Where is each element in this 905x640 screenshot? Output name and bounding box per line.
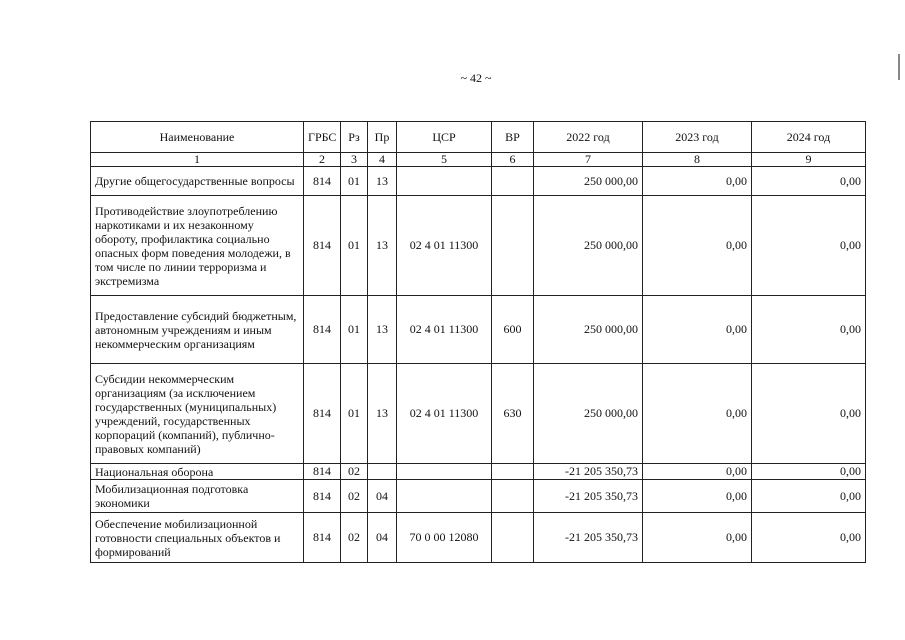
header-row bbox=[91, 122, 866, 153]
row-amount-2022: 250 000,00 bbox=[534, 167, 643, 196]
page-number: ~ 42 ~ bbox=[460, 71, 492, 85]
row-rz: 01 bbox=[341, 364, 368, 464]
row-amount-2023: 0,00 bbox=[643, 167, 752, 196]
header-cell: 2023 год bbox=[643, 122, 752, 153]
row-amount-2023: 0,00 bbox=[643, 464, 752, 480]
row-csr: 02 4 01 11300 bbox=[397, 196, 492, 296]
row-pr: 13 bbox=[368, 296, 397, 364]
column-number: 1 bbox=[91, 153, 304, 167]
column-number: 3 bbox=[341, 153, 368, 167]
row-grbs: 814 bbox=[304, 464, 341, 480]
row-pr: 04 bbox=[368, 513, 397, 563]
row-rz: 01 bbox=[341, 296, 368, 364]
row-amount-2024: 0,00 bbox=[752, 480, 866, 513]
row-amount-2024: 0,00 bbox=[752, 364, 866, 464]
row-vr: 600 bbox=[492, 296, 534, 364]
row-amount-2023: 0,00 bbox=[643, 196, 752, 296]
scan-edge-mark bbox=[898, 54, 900, 80]
row-rz: 02 bbox=[341, 480, 368, 513]
column-number: 5 bbox=[397, 153, 492, 167]
budget-table bbox=[90, 121, 866, 563]
table-row bbox=[91, 296, 866, 364]
column-number: 9 bbox=[752, 153, 866, 167]
row-amount-2024: 0,00 bbox=[752, 296, 866, 364]
header-cell: ЦСР bbox=[397, 122, 492, 153]
row-grbs: 814 bbox=[304, 296, 341, 364]
row-vr: 630 bbox=[492, 364, 534, 464]
row-vr bbox=[492, 196, 534, 296]
row-pr: 13 bbox=[368, 167, 397, 196]
row-pr: 13 bbox=[368, 196, 397, 296]
row-vr bbox=[492, 464, 534, 480]
row-amount-2024: 0,00 bbox=[752, 196, 866, 296]
row-amount-2024: 0,00 bbox=[752, 464, 866, 480]
header-cell: 2024 год bbox=[752, 122, 866, 153]
row-name: Субсидии некоммерческим организациям (за исключением государственных (муниципальных) учреждений, государственных корпораций (компаний), публично-правовых компаний) bbox=[91, 364, 304, 464]
header-cell: Наименование bbox=[91, 122, 304, 153]
row-vr bbox=[492, 167, 534, 196]
header-cell: Рз bbox=[341, 122, 368, 153]
row-name: Национальная оборона bbox=[91, 464, 304, 480]
header-cell: ВР bbox=[492, 122, 534, 153]
table-row bbox=[91, 364, 866, 464]
row-csr bbox=[397, 167, 492, 196]
row-name: Противодействие злоупотреблению наркотиками и их незаконному обороту, профилактика социально опасных форм поведения молодежи, в том числе по линии терроризма и экстремизма bbox=[91, 196, 304, 296]
row-rz: 02 bbox=[341, 513, 368, 563]
row-grbs: 814 bbox=[304, 167, 341, 196]
row-csr: 02 4 01 11300 bbox=[397, 296, 492, 364]
row-amount-2022: -21 205 350,73 bbox=[534, 513, 643, 563]
row-pr bbox=[368, 464, 397, 480]
row-name: Обеспечение мобилизационной готовности специальных объектов и формирований bbox=[91, 513, 304, 563]
table-row bbox=[91, 196, 866, 296]
row-amount-2023: 0,00 bbox=[643, 513, 752, 563]
row-rz: 01 bbox=[341, 196, 368, 296]
column-number: 2 bbox=[304, 153, 341, 167]
row-amount-2023: 0,00 bbox=[643, 480, 752, 513]
header-cell: ГРБС bbox=[304, 122, 341, 153]
row-amount-2022: -21 205 350,73 bbox=[534, 480, 643, 513]
row-amount-2023: 0,00 bbox=[643, 364, 752, 464]
row-amount-2024: 0,00 bbox=[752, 167, 866, 196]
row-csr: 70 0 00 12080 bbox=[397, 513, 492, 563]
row-pr: 13 bbox=[368, 364, 397, 464]
table-row bbox=[91, 167, 866, 196]
column-number: 8 bbox=[643, 153, 752, 167]
row-amount-2024: 0,00 bbox=[752, 513, 866, 563]
header-cell: Пр bbox=[368, 122, 397, 153]
table-row bbox=[91, 480, 866, 513]
row-amount-2022: -21 205 350,73 bbox=[534, 464, 643, 480]
row-amount-2022: 250 000,00 bbox=[534, 196, 643, 296]
row-amount-2022: 250 000,00 bbox=[534, 364, 643, 464]
row-name: Другие общегосударственные вопросы bbox=[91, 167, 304, 196]
row-grbs: 814 bbox=[304, 196, 341, 296]
table-row bbox=[91, 464, 866, 480]
row-csr bbox=[397, 480, 492, 513]
row-grbs: 814 bbox=[304, 513, 341, 563]
row-vr bbox=[492, 513, 534, 563]
row-csr: 02 4 01 11300 bbox=[397, 364, 492, 464]
header-cell: 2022 год bbox=[534, 122, 643, 153]
row-rz: 02 bbox=[341, 464, 368, 480]
column-number-row bbox=[91, 153, 866, 167]
row-name: Мобилизационная подготовка экономики bbox=[91, 480, 304, 513]
row-name: Предоставление субсидий бюджетным, автономным учреждениям и иным некоммерческим организациям bbox=[91, 296, 304, 364]
column-number: 7 bbox=[534, 153, 643, 167]
row-amount-2023: 0,00 bbox=[643, 296, 752, 364]
row-grbs: 814 bbox=[304, 480, 341, 513]
column-number: 4 bbox=[368, 153, 397, 167]
row-pr: 04 bbox=[368, 480, 397, 513]
row-csr bbox=[397, 464, 492, 480]
column-number: 6 bbox=[492, 153, 534, 167]
table-row bbox=[91, 513, 866, 563]
row-vr bbox=[492, 480, 534, 513]
row-amount-2022: 250 000,00 bbox=[534, 296, 643, 364]
row-grbs: 814 bbox=[304, 364, 341, 464]
row-rz: 01 bbox=[341, 167, 368, 196]
